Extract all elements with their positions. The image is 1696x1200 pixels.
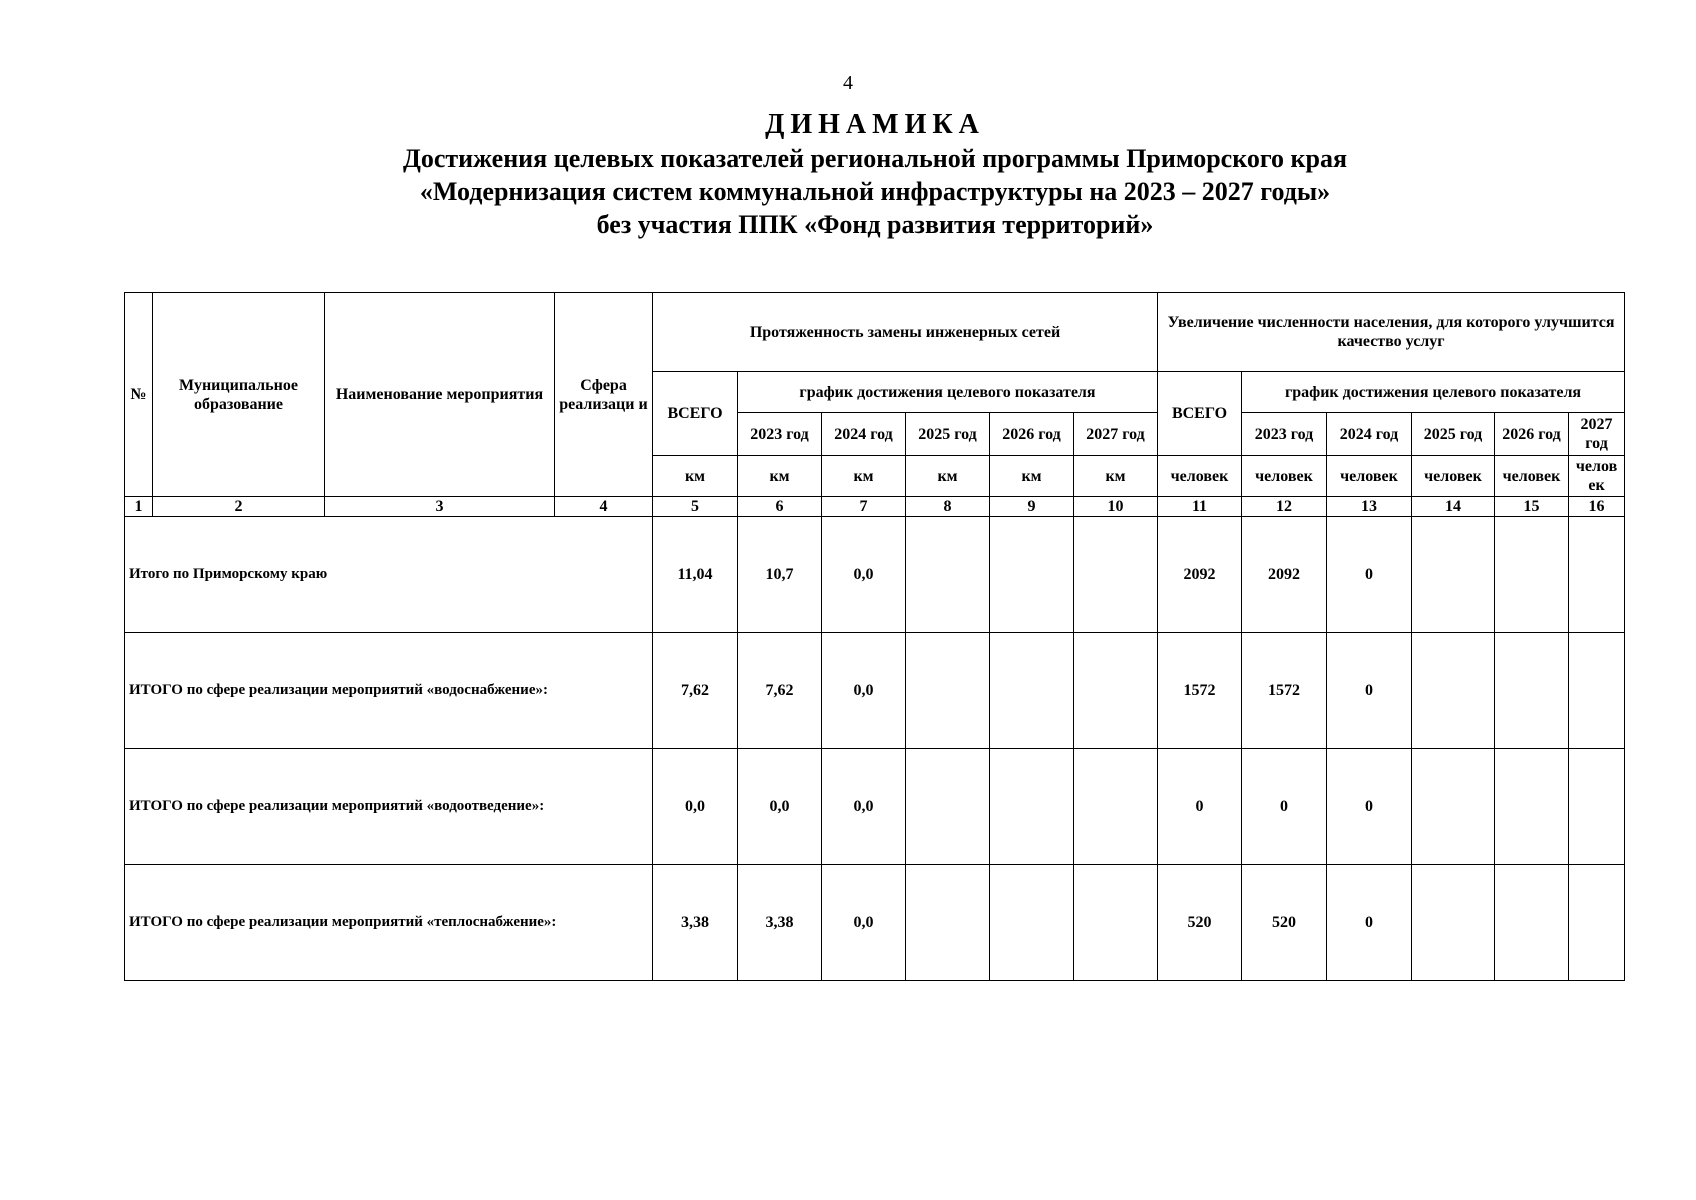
header-schedule-km: график достижения целевого показателя <box>738 372 1158 413</box>
table-cell: 0,0 <box>738 749 822 865</box>
header-municipality: Муниципальное образование <box>153 293 325 497</box>
column-number: 14 <box>1412 497 1495 517</box>
table-cell <box>990 517 1074 633</box>
table-cell <box>1569 517 1625 633</box>
table-cell: 10,7 <box>738 517 822 633</box>
column-number: 15 <box>1495 497 1569 517</box>
column-number: 1 <box>125 497 153 517</box>
column-number: 7 <box>822 497 906 517</box>
column-number: 10 <box>1074 497 1158 517</box>
title-line-2: «Модернизация систем коммунальной инфраструктуры на 2023 – 2027 годы» <box>419 177 1331 206</box>
table-cell <box>906 749 990 865</box>
header-year: 2026 год <box>1495 413 1569 456</box>
table-cell: 7,62 <box>738 633 822 749</box>
unit-people: человек <box>1158 456 1242 497</box>
header-year: 2025 год <box>1412 413 1495 456</box>
table-cell: 0,0 <box>822 865 906 981</box>
column-number: 3 <box>325 497 555 517</box>
row-label: ИТОГО по сфере реализации мероприятий «водоотведение»: <box>125 749 653 865</box>
column-number: 6 <box>738 497 822 517</box>
table-cell <box>1412 865 1495 981</box>
table-cell <box>1569 865 1625 981</box>
title-line-3: без участия ППК «Фонд развития территорий» <box>596 210 1154 239</box>
column-number-row <box>125 497 1625 517</box>
table-cell <box>990 865 1074 981</box>
indicators-table <box>124 292 1625 981</box>
table-cell <box>990 633 1074 749</box>
table-cell <box>990 749 1074 865</box>
table-cell: 1572 <box>1242 633 1327 749</box>
column-number: 8 <box>906 497 990 517</box>
table-cell <box>1569 633 1625 749</box>
header-year: 2026 год <box>990 413 1074 456</box>
header-total-people: ВСЕГО <box>1158 372 1242 456</box>
table-cell <box>1412 633 1495 749</box>
table-cell: 0 <box>1242 749 1327 865</box>
title-line-1: Достижения целевых показателей региональной программы Приморского края <box>402 144 1348 173</box>
table-cell: 0,0 <box>822 633 906 749</box>
column-number: 16 <box>1569 497 1625 517</box>
row-label: ИТОГО по сфере реализации мероприятий «водоснабжение»: <box>125 633 653 749</box>
table-cell: 3,38 <box>653 865 738 981</box>
header-sphere: Сфера реализаци и <box>555 293 653 497</box>
table-cell <box>1495 749 1569 865</box>
table-row <box>125 749 1625 865</box>
header-year: 2024 год <box>1327 413 1412 456</box>
table-cell <box>1074 865 1158 981</box>
unit-people: человек <box>1242 456 1327 497</box>
header-year: 2024 год <box>822 413 906 456</box>
header-year: 2023 год <box>738 413 822 456</box>
document-title <box>0 108 1696 241</box>
unit-people: человек <box>1495 456 1569 497</box>
table-cell: 0 <box>1327 633 1412 749</box>
unit-people: челов ек <box>1569 456 1625 497</box>
row-label: ИТОГО по сфере реализации мероприятий «теплоснабжение»: <box>125 865 653 981</box>
table-cell: 2092 <box>1242 517 1327 633</box>
table-cell: 0 <box>1327 865 1412 981</box>
table-cell <box>1074 517 1158 633</box>
table-cell <box>1495 865 1569 981</box>
header-num: № <box>125 293 153 497</box>
header-group-networks: Протяженность замены инженерных сетей <box>653 293 1158 372</box>
column-number: 5 <box>653 497 738 517</box>
table-cell: 520 <box>1158 865 1242 981</box>
unit-people: человек <box>1412 456 1495 497</box>
table-cell <box>906 633 990 749</box>
table-cell <box>906 865 990 981</box>
column-number: 13 <box>1327 497 1412 517</box>
unit-people: человек <box>1327 456 1412 497</box>
header-schedule-people: график достижения целевого показателя <box>1242 372 1625 413</box>
table-cell: 0 <box>1327 749 1412 865</box>
table-cell: 0 <box>1327 517 1412 633</box>
column-number: 12 <box>1242 497 1327 517</box>
header-event-name: Наименование мероприятия <box>325 293 555 497</box>
title-main: ДИНАМИКА <box>765 109 985 140</box>
column-number: 11 <box>1158 497 1242 517</box>
header-year: 2027 год <box>1074 413 1158 456</box>
table-cell: 0 <box>1158 749 1242 865</box>
header-year: 2023 год <box>1242 413 1327 456</box>
header-total-km: ВСЕГО <box>653 372 738 456</box>
table-row <box>125 633 1625 749</box>
header-group-population: Увеличение численности населения, для которого улучшится качество услуг <box>1158 293 1625 372</box>
row-label: Итого по Приморскому краю <box>125 517 653 633</box>
unit-km: км <box>822 456 906 497</box>
table-cell: 3,38 <box>738 865 822 981</box>
table-cell: 0,0 <box>653 749 738 865</box>
page-number: 4 <box>843 72 853 94</box>
table-cell: 0,0 <box>822 749 906 865</box>
table-cell <box>906 517 990 633</box>
table-cell: 11,04 <box>653 517 738 633</box>
column-number: 2 <box>153 497 325 517</box>
table-cell <box>1074 633 1158 749</box>
unit-km: км <box>1074 456 1158 497</box>
unit-km: км <box>990 456 1074 497</box>
table-cell: 7,62 <box>653 633 738 749</box>
column-number: 9 <box>990 497 1074 517</box>
header-year: 2025 год <box>906 413 990 456</box>
column-number: 4 <box>555 497 653 517</box>
table-row <box>125 865 1625 981</box>
table-row <box>125 517 1625 633</box>
table-cell <box>1412 517 1495 633</box>
table-cell <box>1412 749 1495 865</box>
table-cell <box>1074 749 1158 865</box>
unit-km: км <box>653 456 738 497</box>
table-cell: 2092 <box>1158 517 1242 633</box>
unit-km: км <box>738 456 822 497</box>
table-cell: 520 <box>1242 865 1327 981</box>
table-cell <box>1495 633 1569 749</box>
unit-km: км <box>906 456 990 497</box>
table-cell <box>1569 749 1625 865</box>
table-cell <box>1495 517 1569 633</box>
header-year: 2027 год <box>1569 413 1625 456</box>
table-cell: 0,0 <box>822 517 906 633</box>
table-cell: 1572 <box>1158 633 1242 749</box>
